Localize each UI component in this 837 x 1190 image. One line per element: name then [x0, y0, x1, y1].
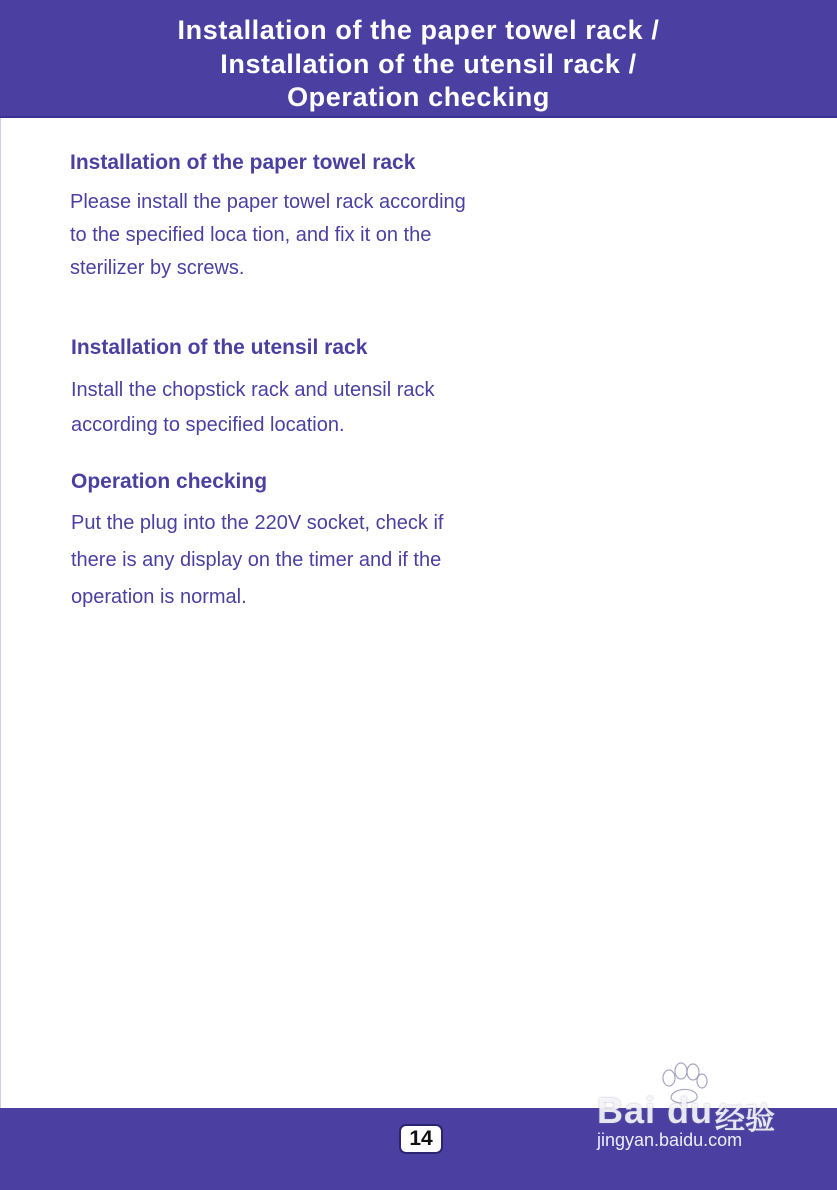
- page-number: 14: [399, 1124, 443, 1154]
- body-line: Install the chopstick rack and utensil rack: [71, 379, 435, 401]
- body-line: Please install the paper towel rack according: [70, 191, 466, 213]
- section-title: Operation checking: [71, 470, 268, 493]
- section-utensil-rack: [71, 335, 591, 443]
- body-line: to the specified loca tion, and fix it on the: [70, 224, 432, 246]
- header-title-line-3: Operation checking: [287, 82, 550, 112]
- section-body: [71, 373, 591, 443]
- section-title: Installation of the utensil rack: [71, 336, 368, 359]
- section-paper-towel-rack: [70, 150, 590, 285]
- body-line: according to specified location.: [71, 414, 345, 436]
- section-title: Installation of the paper towel rack: [70, 151, 416, 174]
- watermark: [595, 1060, 795, 1160]
- body-line: there is any display on the timer and if the: [71, 549, 442, 571]
- body-line: Put the plug into the 220V socket, check if: [71, 512, 444, 534]
- body-line: operation is normal.: [71, 586, 247, 608]
- page-header: [0, 0, 837, 118]
- section-operation-checking: [71, 469, 591, 616]
- watermark-url: jingyan.baidu.com: [597, 1130, 743, 1150]
- header-title-line-2: Installation of the utensil rack /: [220, 49, 637, 79]
- section-body: [71, 505, 591, 616]
- watermark-brand-cn: 经验: [715, 1103, 775, 1136]
- watermark-brand: Bai du: [597, 1090, 714, 1131]
- header-title-line-1: Installation of the paper towel rack /: [177, 15, 660, 45]
- section-body: [70, 186, 590, 285]
- body-line: sterilizer by screws.: [70, 257, 245, 279]
